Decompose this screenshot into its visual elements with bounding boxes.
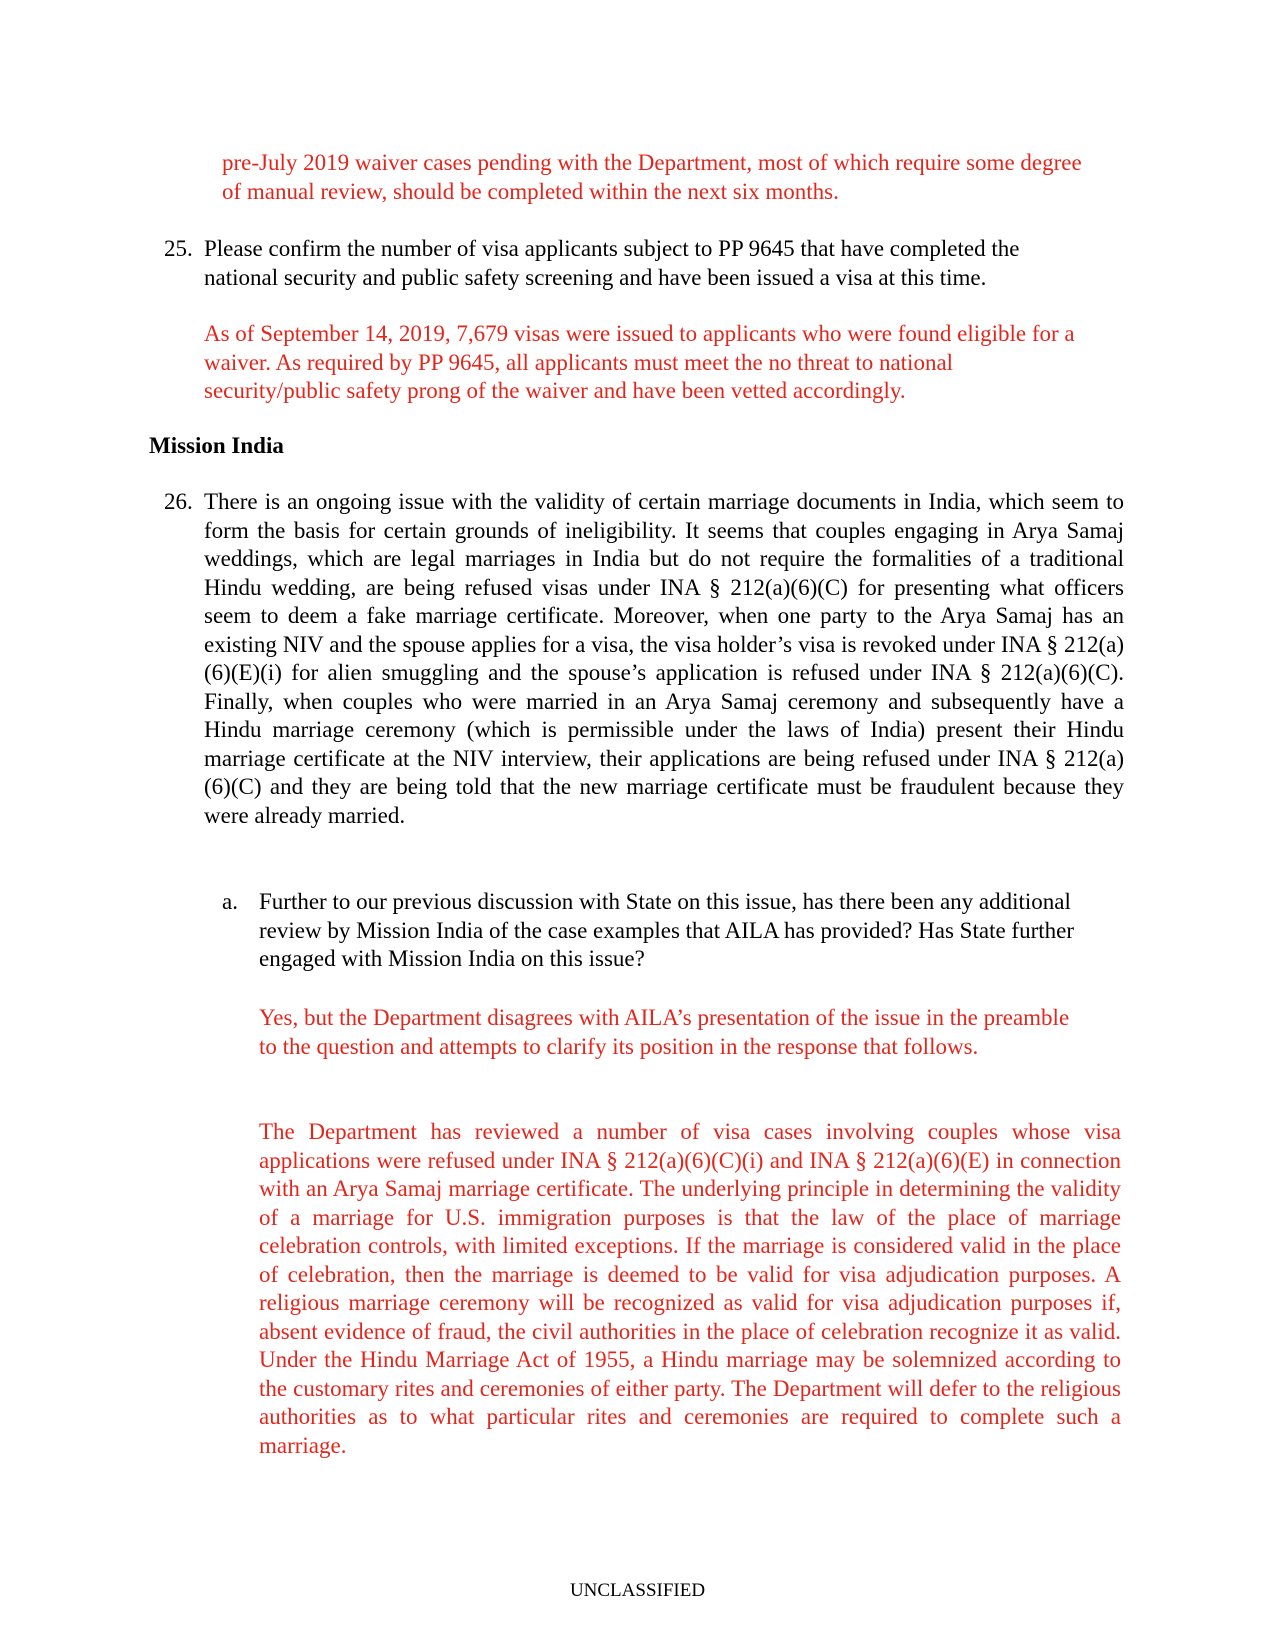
answer-a-paragraph-1: Yes, but the Department disagrees with AILA’s presentation of the issue in the preamble to the question and attempts to clarify its position in the response that follows. [259,1005,1070,1059]
question-number: 25. [164,236,193,261]
classification-footer: UNCLASSIFIED [569,1580,706,1601]
section-heading: Mission India [149,433,284,458]
question-26 [164,488,1124,830]
sub-question-label: a. [222,889,238,914]
answer-a-paragraph-2: The Department has reviewed a number of visa cases involving couples whose visa applications were refused under INA § 212(a)(6)(C)(i) and INA § 212(a)(6)(E) in connection with an Arya Samaj marriage certificate. The underlying principle in determining the validity of a marriage for U.S. immigration purposes is that the law of the place of marriage celebration controls, with limited exceptions. If the marriage is considered valid in the place of celebration, then the marriage is deemed to be valid for visa adjudication purposes. A religious marriage ceremony will be recognized as valid for visa adjudication purposes if, absent evidence of fraud, the civil authorities in the place of celebration recognize it as valid. Under the Hindu Marriage Act of 1955, a Hindu marriage may be solemnized according to the customary rites and ceremonies of either party. The Department will defer to the religious authorities as to what particular rites and ceremonies are required to complete such a marriage. [259,1119,1121,1458]
sub-question-text: Further to our previous discussion with State on this issue, has there been any additional review by Mission India of the case examples that AILA has provided? Has State further engaged with Mission India on this issue? [259,889,1074,971]
question-text: Please confirm the number of visa applicants subject to PP 9645 that have completed the national security and public safety screening and have been issued a visa at this time. [204,236,1020,290]
sub-question-a [222,888,1102,974]
continued-answer: pre-July 2019 waiver cases pending with the Department, most of which require some degree of manual review, should be completed within the next six months. [222,150,1082,204]
answer-25: As of September 14, 2019, 7,679 visas were issued to applicants who were found eligible for a waiver. As required by PP 9645, all applicants must meet the no threat to national security/public safety prong of the waiver and have been vetted accordingly. [204,321,1075,403]
question-number: 26. [164,489,193,514]
question-text: There is an ongoing issue with the validity of certain marriage documents in India, which seem to form the basis for certain grounds of ineligibility. It seems that couples engaging in Arya Samaj weddings, which are legal marriages in India but do not require the formalities of a traditional Hindu wedding, are being refused visas under INA § 212(a)(6)(C) for presenting what officers seem to deem a fake marriage certificate. Moreover, when one party to the Arya Samaj has an existing NIV and the spouse applies for a visa, the visa holder’s visa is revoked under INA § 212(a)(6)(E)(i) for alien smuggling and the spouse’s application is refused under INA § 212(a)(6)(C). Finally, when couples who were married in an Arya Samaj ceremony and subsequently have a Hindu marriage ceremony (which is permissible under the laws of India) present their Hindu marriage certificate at the NIV interview, their applications are being refused under INA § 212(a)(6)(C) and they are being told that the new marriage certificate must be fraudulent because they were already married. [204,489,1124,828]
question-25 [164,235,1124,292]
